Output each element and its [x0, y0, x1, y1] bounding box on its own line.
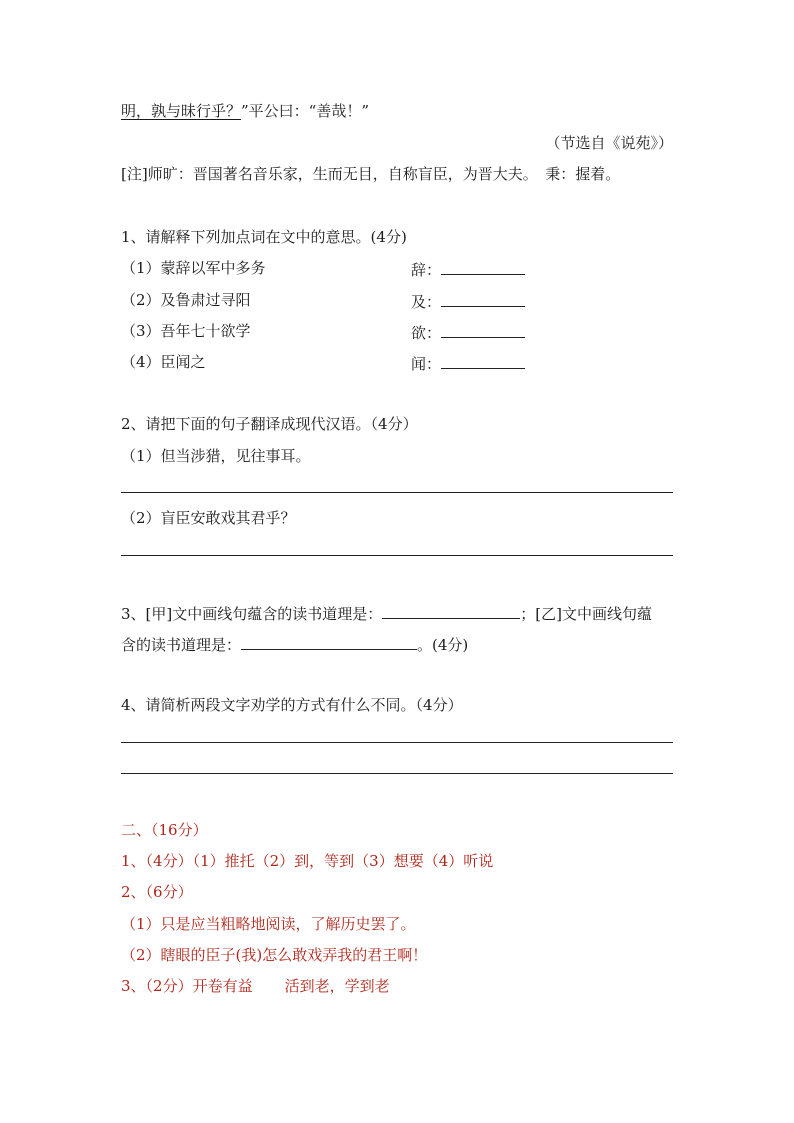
answer-blank[interactable]	[382, 602, 520, 619]
answer-3-rest: 活到老，学到老	[284, 977, 390, 995]
q1-item-word: 闻：	[411, 355, 442, 373]
q2-item: （2）盲臣安敢戏其君乎？	[121, 509, 296, 527]
question-2-prompt: 2、请把下面的句子翻译成现代汉语。（4分）	[121, 415, 418, 433]
q1-item-word: 欲：	[411, 324, 442, 342]
answer-line[interactable]	[121, 492, 673, 493]
q1-item-word: 及：	[411, 293, 442, 311]
q1-item-word: 辞：	[411, 261, 442, 279]
passage-source: （节选自《说苑》）	[545, 134, 673, 152]
q1-item	[121, 290, 541, 310]
answer-blank[interactable]	[441, 321, 525, 338]
answer-3-label: 3、（2分）开卷有益	[121, 977, 253, 995]
answers-heading: 二、（16分）	[121, 821, 208, 839]
q1-item	[121, 321, 541, 341]
q3-part-3: 含的读书道理是：	[121, 636, 242, 654]
question-4-prompt: 4、请简析两段文字劝学的方式有什么不同。（4分）	[121, 696, 463, 714]
answer-line[interactable]	[121, 555, 673, 556]
passage-quote: ”平公曰：“善哉！”	[241, 102, 370, 120]
answer-1: 1、（4分）（1）推托（2）到，等到（3）想要（4）听说	[121, 852, 494, 870]
q1-item	[121, 258, 541, 278]
passage-line	[121, 101, 369, 121]
answer-blank[interactable]	[441, 258, 525, 275]
answer-2-item: （1）只是应当粗略地阅读，了解历史罢了。	[121, 915, 416, 933]
answer-2-heading: 2、（6分）	[121, 883, 193, 901]
answer-line[interactable]	[121, 742, 673, 743]
answer-line[interactable]	[121, 773, 673, 774]
answer-3	[121, 976, 390, 996]
question-3-line-1	[121, 602, 652, 624]
question-3-line-2	[121, 633, 468, 655]
q3-part-1: 3、[甲]文中画线句蕴含的读书道理是：	[121, 605, 383, 623]
q1-item-phrase: （4）臣闻之	[121, 353, 206, 371]
q3-part-4: 。(4分)	[417, 636, 469, 654]
answer-2-item: （2）瞎眼的臣子(我)怎么敢戏弄我的君王啊！	[121, 946, 428, 964]
answer-blank[interactable]	[241, 633, 417, 650]
q1-item-phrase: （3）吾年七十欲学	[121, 322, 251, 340]
q1-item	[121, 352, 541, 372]
underlined-sentence: 明，孰与昧行乎？	[121, 102, 242, 120]
q1-item-phrase: （1）蒙辞以军中多务	[121, 259, 266, 277]
q3-part-2: ；[乙]文中画线句蕴	[520, 605, 652, 623]
answer-blank[interactable]	[441, 352, 525, 369]
q2-item: （1）但当涉猎，见往事耳。	[121, 447, 311, 465]
answer-blank[interactable]	[441, 290, 525, 307]
passage-note: [注]师旷：晋国著名音乐家，生而无目，自称盲臣，为晋大夫。 秉：握着。	[121, 165, 621, 183]
q1-item-phrase: （2）及鲁肃过寻阳	[121, 291, 251, 309]
question-1-prompt: 1、请解释下列加点词在文中的意思。(4分)	[121, 228, 407, 246]
